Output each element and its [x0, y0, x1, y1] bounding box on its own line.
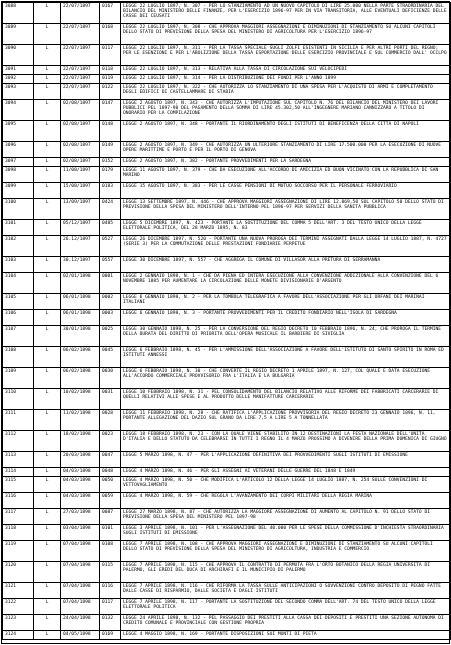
record-type: L: [34, 199, 61, 220]
record-date: 22/07/1897: [61, 3, 100, 24]
record-description: LEGGE 26 DICEMBRE 1897, N. 520 - PORTANTE UNA NUOVA PROROGA DEI TERMINI ASSEGNATI DALLA LEGGE 14 LUGLIO 1887, N. 4727 (SERIE 3) PER LA COMMUTAZIONE DELLE PRESTAZIONI FONDIARIE PERPETUE: [121, 236, 451, 257]
table-row: [3, 310, 451, 326]
table-row: [3, 66, 451, 75]
record-date: 22/07/1897: [61, 84, 100, 100]
record-code: 0023: [100, 431, 121, 452]
record-type: L: [34, 615, 61, 631]
record-date: 06/01/1898: [61, 310, 100, 326]
record-date: 30/01/1898: [61, 326, 100, 347]
record-description: LEGGE 10 FEBBRAIO 1898, N. 31 - PEL CONSOLIDAMENTO DEL BILANCIO RELATIVO ALLE RIFORME DEI FABBRICATI CARCERARIE DI QUELLI RELATIVI ALLE SPESE E AL PRODOTTO DELLE MANIFATTURE CARCERARIE: [121, 389, 451, 410]
record-code: 0116: [100, 583, 121, 599]
record-type: L: [34, 389, 61, 410]
record-date: 07/04/1898: [61, 541, 100, 562]
record-number: 3093: [3, 84, 34, 100]
record-code: 0147: [100, 100, 121, 121]
record-description: LEGGE 5 MARZO 1898, N. 47 - PER L'APPLICAZIONE DEFINITIVA DEI PROVVEDIMENTI SUGLI ISTITUTI DI EMISSIONE: [121, 452, 451, 468]
table-row: [3, 541, 451, 562]
table-row: [3, 84, 451, 100]
record-description: LEGGE 2 AGOSTO 1897, N. 348 - PORTANTE IL RIORDINAMENTO DEGLI ISTITUTI DI BENEFICENZA DELLA CITTA DI NAPOLI: [121, 121, 451, 142]
record-type: L: [34, 24, 61, 45]
record-type: L: [34, 294, 61, 310]
record-number: 3124: [3, 631, 34, 640]
table-row: [3, 236, 451, 257]
record-code: 0119: [100, 75, 121, 84]
record-description: LEGGE 22 LUGLIO 1897, N. 314 - PER LA DISTRIBUZIONE DEI FONDI PER L'ANNO 1899: [121, 75, 451, 84]
law-register-table-frame: [1, 1, 450, 644]
record-number: 3107: [3, 326, 34, 347]
record-number: 3117: [3, 509, 34, 525]
record-number: 3119: [3, 541, 34, 562]
table-row: [3, 3, 451, 24]
record-number: 3088: [3, 3, 34, 24]
record-description: LEGGE 6 FEBBRAIO 1898, N. 45 - PER L'AMMISSIONE DELL'ASSOCIAZIONE A FAVORE DELL'ISTITUTO DI SANTO SPIRITO IN ROMA ED ISTITUTI ANNESSI: [121, 347, 451, 368]
record-code: 0003: [100, 310, 121, 326]
record-type: L: [34, 562, 61, 583]
record-date: 02/08/1897: [61, 142, 100, 158]
record-type: L: [34, 525, 61, 541]
record-code: 0030: [100, 368, 121, 389]
record-type: L: [34, 100, 61, 121]
record-type: L: [34, 3, 61, 24]
record-number: 3110: [3, 389, 34, 410]
table-row: [3, 410, 451, 431]
record-date: 06/02/1898: [61, 347, 100, 368]
record-date: 02/08/1897: [61, 121, 100, 142]
table-row: [3, 452, 451, 468]
law-register-table: [2, 2, 451, 640]
record-type: L: [34, 431, 61, 452]
record-number: 3096: [3, 142, 34, 158]
record-description: LEGGE 6 FEBBRAIO 1898, N. 30 - CHE CONVERTE IL REGIO DECRETO 1 APRILE 1897, N. 127, COL QUALE E DATA ESECUZIONE ALL'ACCORDO COMMERCIALE PROVVISORIO FRA L'ITALIA E LA BULGARIA: [121, 368, 451, 389]
table-row: [3, 615, 451, 631]
record-number: 3100: [3, 199, 34, 220]
record-description: LEGGE 13 SETTEMBRE 1897, N. 446 - CHE APPROVA MAGGIORI ASSEGNAZIONI DI LIRE 12.869,50 SUL CAPITOLO 50 DELLO STATO DI PREVISIONE DELLA SPESA DEL MINISTERO DELL'INTERNO PEL 1896-97 PER SERVIZI DELLA SANITA PUBBLICA: [121, 199, 451, 220]
record-code: 0002: [100, 294, 121, 310]
record-number: 3104: [3, 273, 34, 294]
record-date: 30.12/1897: [61, 257, 100, 273]
record-date: 04/05/1898: [61, 631, 100, 640]
record-number: 3102: [3, 236, 34, 257]
record-code: 0148: [100, 121, 121, 142]
record-description: LEGGE 30 GENNAIO 1898, N. 25 - PER LA CONVERSIONE DEL REGIO DECRETO 10 FEBBRAIO 1896, N. 24, CHE PROROGA IL TERMINE DELLA DURATA DEL DIRITTO DI PRIORITA DELL'OPERA MUSICALE IL BARBIERE DI SIVIGLIA: [121, 326, 451, 347]
record-number: 3109: [3, 368, 34, 389]
record-type: L: [34, 183, 61, 199]
record-date: 05/12/1897: [61, 220, 100, 236]
record-number: 3108: [3, 347, 34, 368]
record-date: 15/08/1897: [61, 183, 100, 199]
record-date: 22/07/1897: [61, 24, 100, 45]
record-date: 11/08/1897: [61, 167, 100, 183]
record-number: 3095: [3, 121, 34, 142]
record-description: LEGGE 2 AGOSTO 1897, N. 349 - CHE AUTORIZZA UN ULTERIORE STANZIAMENTO DI LIRE 17.500.000 PER LA ESECUZIONE DI NUOVE OPERE MARITTIME E PORTO E PER IL PORTO DI GENOVA: [121, 142, 451, 158]
record-date: 27/03/1898: [61, 509, 100, 525]
record-code: 0059: [100, 493, 121, 509]
record-date: 20/03/1898: [61, 452, 100, 468]
record-code: 0168: [100, 24, 121, 45]
record-date: 10/02/1898: [61, 389, 100, 410]
record-code: 0118: [100, 66, 121, 75]
table-row: [3, 199, 451, 220]
record-description: LEGGE 11 AGOSTO 1897, N. 379 - CHE DA ESECUZIONE ALL'ACCORDO DI AMICIZIA ED BUON VICINATO CON LA REPUBBLICA DI SAN MARINO: [121, 167, 451, 183]
record-type: L: [34, 142, 61, 158]
record-date: 07/04/1898: [61, 562, 100, 583]
table-row: [3, 142, 451, 158]
table-row: [3, 257, 451, 273]
record-type: L: [34, 257, 61, 273]
record-number: 3116: [3, 493, 34, 509]
record-date: 11/02/1898: [61, 410, 100, 431]
record-code: 0167: [100, 3, 121, 24]
record-type: L: [34, 121, 61, 142]
record-date: 22/07/1897: [61, 66, 100, 75]
record-number: 3090: [3, 45, 34, 66]
record-description: LEGGE 22 LUGLIO 1897, N. 313 - RELATIVA ALLA TASSA DI CIRCOLAZIONE SUI VELOCIPEDI: [121, 66, 451, 75]
record-date: 22/07/1897: [61, 75, 100, 84]
record-code: 0048: [100, 468, 121, 477]
record-code: 0115: [100, 562, 121, 583]
record-type: L: [34, 468, 61, 477]
record-type: L: [34, 273, 61, 294]
table-row: [3, 167, 451, 183]
table-row: [3, 599, 451, 615]
record-date: 13/09/1897: [61, 199, 100, 220]
record-description: LEGGE 22 LUGLIO 1897, N. 308 - CHE APPROVA MAGGIORI ASSEGNAZIONI E DIMINUZIONI DI STANZIAMENTO SU ALCUNI CAPITOLI DELLO STATO DI PREVISIONE DELLA SPESA DEL MINISTERO DI AGRICOLTURA PER L'ESERCIZIO 1896-97: [121, 24, 451, 45]
record-type: L: [34, 452, 61, 468]
record-code: 0122: [100, 84, 121, 100]
record-date: 06/01/1898: [61, 294, 100, 310]
record-description: LEGGE 22 LUGLIO 1897, N. 322 - CHE AUTORIZZA LO STANZIAMENTO DI UNA SPESA PER L'ACQUISTO DI ARMI E COMPLETAMENTO DEGLI EDIFICI DI CASTELLAMMARE DI STABIA: [121, 84, 451, 100]
record-description: LEGGE 18 FEBBRAIO 1898, N. 23 - CON LA QUALE VIENE STABILITO IN 12 DESTINAZIONI LA FESTA NAZIONALE DELL'UNITA D'ITALIA E DELLO STATUTO DA CELEBRARSI IN TUTTI I REGNO IL 4 MARZO PROSSIMO A DIVENIRE DELLA PRIMA DOMENICA DI GIUGNO: [121, 431, 451, 452]
table-row: [3, 477, 451, 493]
table-row: [3, 158, 451, 167]
record-type: L: [34, 66, 61, 75]
record-date: 07/04/1898: [61, 583, 100, 599]
record-description: LEGGE 15 AGOSTO 1897, N. 383 - PER LE CASSE PENSIONI DI MUTUO SOCCORSO PER IL PERSONALE FERROVIARIO: [121, 183, 451, 199]
record-code: 0527: [100, 236, 121, 257]
record-number: 3105: [3, 294, 34, 310]
record-description: LEGGE 4 MAGGIO 1898, N. 169 - PORTANTE DISPOSIZIONI SUI MONTI DI PIETA: [121, 631, 451, 640]
record-date: 02/08/1897: [61, 158, 100, 167]
record-number: 3122: [3, 599, 34, 615]
record-code: 0031: [100, 389, 121, 410]
record-number: 3114: [3, 468, 34, 477]
record-number: 3092: [3, 75, 34, 84]
record-type: L: [34, 158, 61, 167]
table-row: [3, 368, 451, 389]
record-code: 0485: [100, 220, 121, 236]
record-type: L: [34, 599, 61, 615]
table-body: [3, 3, 451, 640]
record-type: L: [34, 368, 61, 389]
record-date: 07/04/1898: [61, 599, 100, 615]
table-row: [3, 389, 451, 410]
record-number: 3101: [3, 220, 34, 236]
record-type: L: [34, 347, 61, 368]
record-type: L: [34, 167, 61, 183]
record-description: LEGGE 7 APRILE 1898, N. 115 - CHE APPROVA IL CONTRATTO DI PERMUTA FRA L'ORTO BOTANICO DELLA REGIA UNIVERSITA DI PALERMO, GLI EREDI DEL DUCA DI ARCHIRAFI E IL MUNICIPIO DI PALERMO: [121, 562, 451, 583]
record-description: LEGGE 22 LUGLIO 1897, N. 307 - PER LO STANZIAMENTO AD UN NUOVO CAPITOLO DI LIRE 25.000 NELLA PARTE STRAORDINARIA DEL BILANCIO DEL MINISTERO DELLE FINANZE, PER L'ESERCIZIO 1896-97 PER IN VIA TRANSITORIA, ALLE EVENTUALI DEFICIENZE DELLE CASSE DEI CEUSATI: [121, 3, 451, 24]
record-number: 3115: [3, 477, 34, 493]
record-code: 0047: [100, 452, 121, 468]
record-number: 3094: [3, 100, 34, 121]
table-row: [3, 525, 451, 541]
record-date: 03/04/1898: [61, 525, 100, 541]
table-row: [3, 24, 451, 45]
record-code: 0045: [100, 347, 121, 368]
table-row: [3, 326, 451, 347]
table-row: [3, 493, 451, 509]
record-number: 3121: [3, 583, 34, 599]
record-description: LEGGE 4 MARZO 1898, N. 59 - CHE REGOLA L'AVANZAMENTO DEI CORPI MILITARI DELLA REGIA MARINA: [121, 493, 451, 509]
table-row: [3, 631, 451, 640]
record-number: 3089: [3, 24, 34, 45]
record-date: 04/03/1898: [61, 493, 100, 509]
table-row: [3, 562, 451, 583]
record-description: LEGGE 27 MARZO 1898, N. 87 - CHE AUTORIZZA LA MAGGIORE ASSEGNAZIONE DI AUMENTO AL CAPITOLO N. 91 DELLO STATO DI PREVISIONE DELLA SPESA DEL MINISTERO PEL 1897-98: [121, 509, 451, 525]
record-description: LEGGE 11 FEBBRAIO 1898, N. 28 - CHE RATIFICA L'APPLICAZIONE PROVVISORIA DEL REGIO DECRETO 23 GENNAIO 1896, N. 11, PORTANTE ALLEGAZIONE DEL DAZIO SUL GRANO DA LIRE 7,5 A LIRE 5 A TONNELLATA: [121, 410, 451, 431]
record-date: 02/01/1898: [61, 273, 100, 294]
record-code: 0028: [100, 410, 121, 431]
record-type: L: [34, 493, 61, 509]
record-date: 22/07/1897: [61, 45, 100, 66]
record-number: 3123: [3, 615, 34, 631]
record-code: 0132: [100, 615, 121, 631]
record-code: 0183: [100, 183, 121, 199]
record-number: 3120: [3, 562, 34, 583]
record-code: 0087: [100, 509, 121, 525]
record-date: 06/02/1898: [61, 368, 100, 389]
table-row: [3, 220, 451, 236]
record-type: L: [34, 326, 61, 347]
record-description: LEGGE 7 APRILE 1898, N. 108 - CHE APPROVA MAGGIORI ASSEGNAZIONI E DIMINUZIONI DI STANZIAMENTO SU ALCUNI CAPITOLI DELLO STATO DI PREVISIONE DELLA SPESA DEL MINISTERO DI AGRICOLTURA, INDUSTRIA E COMMERCIO: [121, 541, 451, 562]
table-row: [3, 183, 451, 199]
record-code: 0025: [100, 326, 121, 347]
record-description: LEGGE 24 APRILE 1898, N. 132 - PEL PASSAGGIO DEI PRESTITI ALLA CASSA DEI DEPOSITI E PRESTITI UNA SEZIONE AUTONOMA DI CREDITO COMUNALE E PROVINCIALE CON GESTIONE PROPRIA: [121, 615, 451, 631]
record-number: 3112: [3, 431, 34, 452]
table-row: [3, 45, 451, 66]
table-row: [3, 294, 451, 310]
record-date: 02/08/1897: [61, 100, 100, 121]
table-row: [3, 121, 451, 142]
record-type: L: [34, 583, 61, 599]
record-type: L: [34, 541, 61, 562]
record-date: 24/04/1898: [61, 615, 100, 631]
record-number: 3103: [3, 257, 34, 273]
record-description: LEGGE 5 DICEMBRE 1897, N. 423 - PORTANTE LA SOSTITUZIONE DEL COMMA 5 DELL'ART. 3 DEL TESTO UNICO DELLA LEGGE ELETTORALE POLITICA, DEL 28 MARZO 1895, N. 83: [121, 220, 451, 236]
record-code: 0108: [100, 541, 121, 562]
record-type: L: [34, 75, 61, 84]
table-row: [3, 468, 451, 477]
record-number: 3106: [3, 310, 34, 326]
record-description: LEGGE 7 APRILE 1898, N. 116 - CHE RIFORMA LA TASSA SULLE ANTICIPAZIONI O SOVVENZIONI CONTRO DEPOSITO DI PEGNO FATTE DALLE CASSE DI RISPARMIO, DALLE SOCIETA E DAGLI ISTITUTI: [121, 583, 451, 599]
record-date: 18/02/1898: [61, 431, 100, 452]
record-code: 0050: [100, 477, 121, 493]
record-date: 04/03/1898: [61, 468, 100, 477]
record-code: 0001: [100, 273, 121, 294]
record-code: 0152: [100, 158, 121, 167]
record-number: 3098: [3, 167, 34, 183]
record-code: 0179: [100, 167, 121, 183]
record-number: 3111: [3, 410, 34, 431]
record-type: L: [34, 477, 61, 493]
record-code: 0117: [100, 599, 121, 615]
record-type: L: [34, 631, 61, 640]
record-number: 3099: [3, 183, 34, 199]
record-description: LEGGE 6 GENNAIO 1898, N. 2 - PER LA TOMBOLA TELEGRAFICA A FAVORE DELL'ASSOCIAZIONE PER GLI ORFANI DEI MARINAI ITALIANI: [121, 294, 451, 310]
record-description: LEGGE 3 APRILE 1898, N. 101 - PER L'ASSEGNAZIONE DEL 40.000 PER LE SPESE DELLA COMMISSIONE D'INCHIESTA STRAORDINARIA SUGLI ISTITUTI DI EMISSIONE: [121, 525, 451, 541]
record-description: LEGGE 22 LUGLIO 1897, N. 311 - PER LA TASSA SPECIALE SUGLI ZOLFI ESISTENTI IN SICILIA E PER ALTRI PORTI DEL REGNO; PER LE ESENZIONI E PER L'ABOLIZIONE DELLA TASSA ESPORTAZIONE DELLE ESERCIZIO PROVINCIALE E SUL COMMERCIO DALL' OCCLPO: [121, 45, 451, 66]
record-number: 3118: [3, 525, 34, 541]
record-type: L: [34, 45, 61, 66]
record-description: LEGGE 2 AGOSTO 1897, N. 343 - CHE AUTORIZZA L'IMPUTAZIONE SUL CAPITOLO N. 76 DEL BILANCIO DEL MINISTERO DEI LAVORI PUBBLICI PEL 1897-98 DEL PAGAMENTO DELLA SOMMA DI LIRE 45.302,50 ALL'INGEGNERE MARIANO CANNIZZARO A TITOLO DI ONORARIO PER LA COMPILAZIONE: [121, 100, 451, 121]
table-row: [3, 583, 451, 599]
table-row: [3, 273, 451, 294]
record-description: LEGGE 30 DICEMBRE 1897, N. 557 - CHE AGGREGA IL COMUNE DI VILLASOR ALLA PRETURA DI SERRAMANNA: [121, 257, 451, 273]
table-row: [3, 347, 451, 368]
record-number: 3091: [3, 66, 34, 75]
record-description: LEGGE 7 APRILE 1898, N. 117 - PORTANTE LA SOSTITUZIONE DEL SECONDO COMMA DELL'ART. 74 DEL TESTO UNICO DELLA LEGGE ELETTORALE POLITICA: [121, 599, 451, 615]
record-code: 0101: [100, 525, 121, 541]
record-type: L: [34, 84, 61, 100]
table-row: [3, 431, 451, 452]
record-number: 3097: [3, 158, 34, 167]
record-type: L: [34, 509, 61, 525]
record-description: LEGGE 4 MARZO 1898, N. 46 - PER GLI ASSEGNI AI VETERANI DELLE GUERRE DEL 1848 E 1849: [121, 468, 451, 477]
record-type: L: [34, 220, 61, 236]
record-description: LEGGE 4 MARZO 1898, N. 50 - CHE MODIFICA L'ARTICOLO 12 DELLA LEGGE 14 LUGLIO 1887, N. 254 SULLE CONVENZIONI DI VETTOVAGLIAMENTO: [121, 477, 451, 493]
record-number: 3113: [3, 452, 34, 468]
record-date: 26.12/1897: [61, 236, 100, 257]
record-code: 0557: [100, 257, 121, 273]
table-row: [3, 75, 451, 84]
table-row: [3, 100, 451, 121]
record-code: 0117: [100, 45, 121, 66]
record-date: 04/03/1898: [61, 477, 100, 493]
record-type: L: [34, 236, 61, 257]
record-description: LEGGE 2 AGOSTO 1897, N. 382 - PORTANTE PROVVEDIMENTI PER LA SARDEGNA: [121, 158, 451, 167]
record-description: LEGGE 6 GENNAIO 1898, N. 3 - PORTANTE PROVVEDIMENTI PER IL CREDITO FONDIARIO NELL'ISOLA DI SARDEGNA: [121, 310, 451, 326]
record-type: L: [34, 310, 61, 326]
record-code: 0424: [100, 199, 121, 220]
record-description: LEGGE 2 GENNAIO 1898, N. 1 - CHE DA PIENA ED INTERA ESECUZIONE ALLA CONVENZIONE ADDIZIONALE ALLA CONVENZIONE DEL 6 NOVEMBRE 1885 PER AUMENTARE LA CIRCOLAZIONE DELLE MONETE DIVISIONARIE D'ARGENTO: [121, 273, 451, 294]
record-code: 0169: [100, 631, 121, 640]
record-code: 0149: [100, 142, 121, 158]
record-type: L: [34, 410, 61, 431]
table-row: [3, 509, 451, 525]
